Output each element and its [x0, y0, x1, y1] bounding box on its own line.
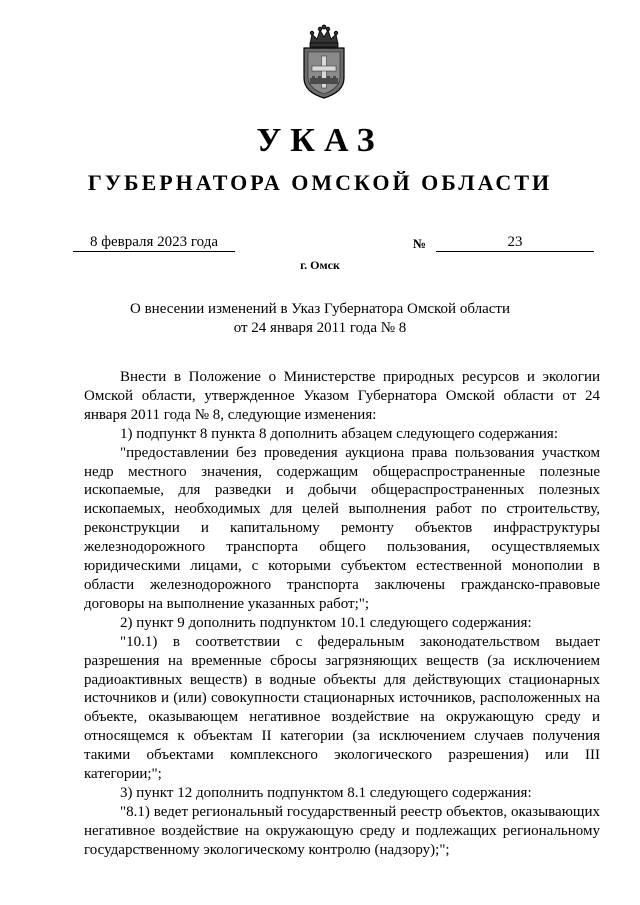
- decree-date: 8 февраля 2023 года: [73, 234, 235, 252]
- body-paragraph: 2) пункт 9 дополнить подпунктом 10.1 следующего содержания:: [120, 614, 532, 631]
- number-label: №: [413, 236, 427, 251]
- body-paragraph: 3) пункт 12 дополнить подпунктом 8.1 следующего содержания:: [120, 784, 532, 801]
- body-paragraph: Внести в Положение о Министерстве природных ресурсов и экологии Омской области, утвержденное Указом Губернатора Омской области от 24 января 2011 года № 8, следующие изменения:: [84, 369, 600, 423]
- decree-subject-line-2: от 24 января 2011 года № 8: [233, 320, 407, 336]
- body-paragraph: 1) подпункт 8 пункта 8 дополнить абзацем следующего содержания:: [120, 425, 558, 442]
- decree-subject-line-1: О внесении изменений в Указ Губернатора Омской области: [130, 301, 510, 317]
- decree-subject: [0, 300, 640, 338]
- city: г. Омск: [300, 258, 340, 272]
- body-paragraph: "предоставлении без проведения аукциона права пользования участком недр местного значения, содержащим общераспространенные полезные ископаемые, для разведки и добычи общераспространенных полезных ископаемых, необходимых для целей выполнения работ по строительству, реконструкции и капитальному ремонту объектов инфраструктуры железнодорожного транспорта общего пользования, осуществляемых юридическими лицами, с которыми субъектом естественной монополии в области железнодорожного транспорта заключены гражданско-правовые договоры на выполнение указанных работ;";: [84, 444, 600, 612]
- body-paragraph: "10.1) в соответствии с федеральным законодательством выдает разрешения на временные сбросы загрязняющих веществ (за исключением радиоактивных веществ) в водные объекты для действующих стационарных источников и (или) совокупности стационарных источников, расположенных на объекте, оказывающем негативное воздействие на окружающую среду и относящемся к объектам II категории (за исключением случаев получения такими объектами комплексного экологического разрешения) или III категории;";: [84, 633, 600, 783]
- decree-body: [84, 368, 600, 860]
- issuer-title: ГУБЕРНАТОРА ОМСКОЙ ОБЛАСТИ: [87, 170, 553, 195]
- body-paragraph: "8.1) ведет региональный государственный реестр объектов, оказывающих негативное воздействие на окружающую среду и подлежащих региональному государственному экологическому контролю (надзору);";: [84, 803, 600, 858]
- decree-number: 23: [436, 234, 594, 252]
- coat-of-arms-icon: [296, 24, 352, 100]
- document-type-title: УКАЗ: [256, 122, 384, 159]
